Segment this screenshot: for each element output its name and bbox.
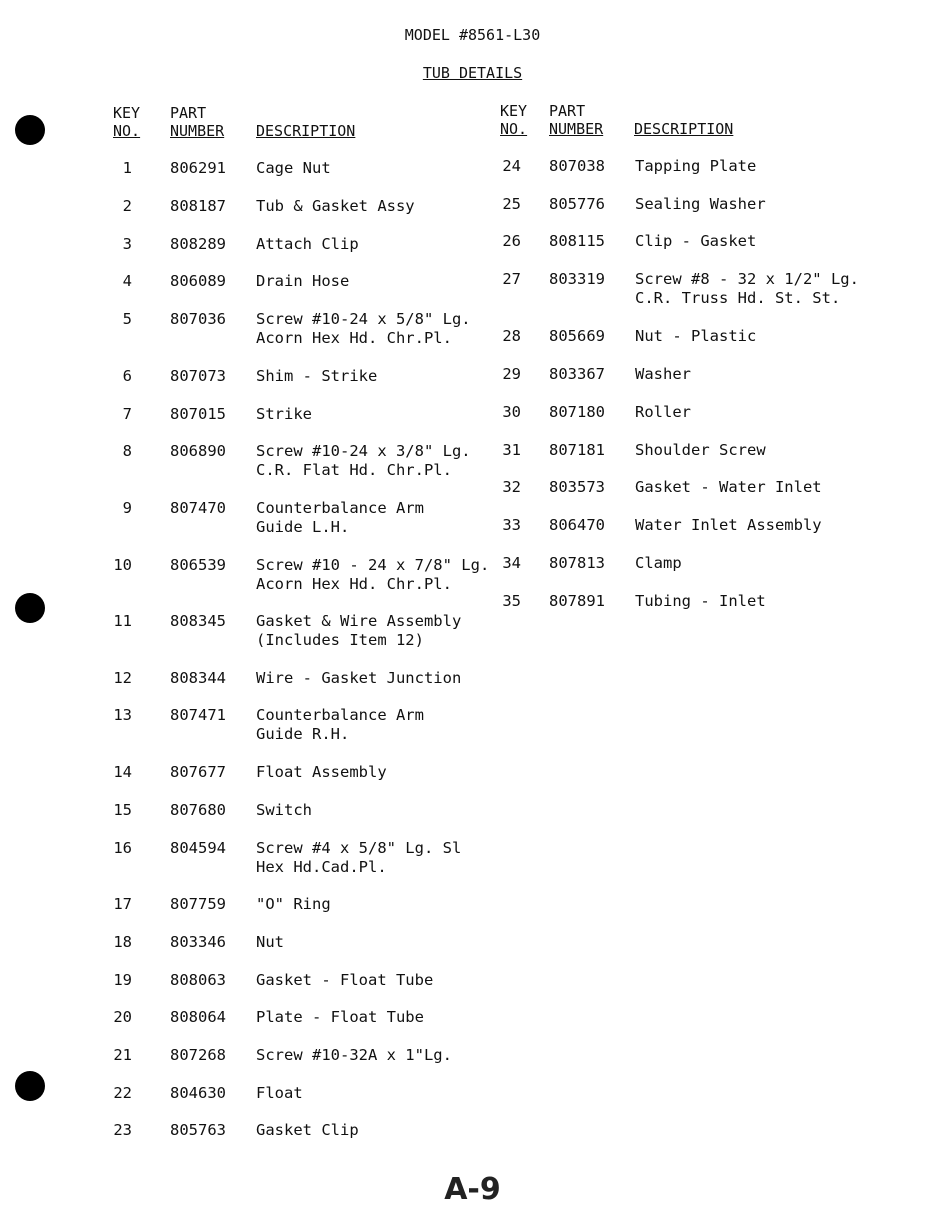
part-number: 806470 [549, 516, 605, 534]
key-number: 16 [113, 839, 132, 857]
key-number: 27 [502, 270, 521, 288]
binder-hole-middle [15, 593, 45, 623]
description-header-right: DESCRIPTION [634, 120, 734, 138]
binder-hole-top [15, 115, 45, 145]
key-number: 20 [113, 1008, 132, 1026]
part-number: 806089 [170, 272, 226, 290]
part-number: 807038 [549, 157, 605, 175]
part-description: Wire - Gasket Junction [256, 669, 462, 687]
part-description: Clip - Gasket [635, 232, 757, 250]
part-number: 807181 [549, 441, 605, 459]
key-number: 10 [113, 556, 132, 574]
key-number: 21 [113, 1046, 132, 1064]
key-number: 34 [502, 554, 521, 572]
key-number: 23 [113, 1121, 132, 1139]
key-number: 17 [113, 895, 132, 913]
part-number: 804630 [170, 1084, 226, 1102]
key-number: 8 [122, 442, 132, 460]
part-description: Gasket & Wire Assembly (Includes Item 12) [256, 612, 462, 649]
part-description: Screw #10-24 x 3/8" Lg. C.R. Flat Hd. Chr.Pl. [256, 442, 471, 479]
part-number: 805776 [549, 195, 605, 213]
part-description: Attach Clip [256, 235, 359, 253]
key-no-header-left: KEY NO. [113, 104, 141, 140]
key-number: 35 [502, 592, 521, 610]
key-number: 2 [122, 197, 132, 215]
key-number: 3 [122, 235, 132, 253]
part-number: 806291 [170, 159, 226, 177]
part-description: Screw #4 x 5/8" Lg. Sl Hex Hd.Cad.Pl. [256, 839, 462, 876]
key-number: 7 [122, 405, 132, 423]
part-number: 803319 [549, 270, 605, 288]
key-number: 4 [122, 272, 132, 290]
section-title: TUB DETAILS [422, 64, 523, 82]
part-description: Strike [256, 405, 312, 423]
page-number: A-9 [444, 1172, 501, 1207]
part-description: Shim - Strike [256, 367, 378, 385]
part-description: Screw #10-24 x 5/8" Lg. Acorn Hex Hd. Chr.Pl. [256, 310, 471, 347]
key-number: 32 [502, 478, 521, 496]
part-description: Screw #8 - 32 x 1/2" Lg. C.R. Truss Hd. St. St. [635, 270, 859, 307]
part-number: 807891 [549, 592, 605, 610]
part-number: 803346 [170, 933, 226, 951]
part-number-header-left: PART NUMBER [170, 104, 225, 140]
part-number: 807471 [170, 706, 226, 724]
part-number: 808115 [549, 232, 605, 250]
key-number: 31 [502, 441, 521, 459]
binder-hole-bottom [15, 1071, 45, 1101]
part-number: 808344 [170, 669, 226, 687]
key-number: 26 [502, 232, 521, 250]
part-number: 807268 [170, 1046, 226, 1064]
key-number: 14 [113, 763, 132, 781]
part-number: 808063 [170, 971, 226, 989]
part-description: Float Assembly [256, 763, 387, 781]
part-number: 807677 [170, 763, 226, 781]
part-description: Cage Nut [256, 159, 331, 177]
part-number: 808289 [170, 235, 226, 253]
part-description: Plate - Float Tube [256, 1008, 424, 1026]
part-number: 807036 [170, 310, 226, 328]
key-number: 6 [122, 367, 132, 385]
part-description: Switch [256, 801, 312, 819]
key-number: 33 [502, 516, 521, 534]
part-description: "O" Ring [256, 895, 331, 913]
key-number: 12 [113, 669, 132, 687]
key-number: 19 [113, 971, 132, 989]
part-number-header-right: PART NUMBER [549, 102, 604, 138]
part-description: Roller [635, 403, 691, 421]
part-number: 807759 [170, 895, 226, 913]
part-number: 805763 [170, 1121, 226, 1139]
part-description: Screw #10-32A x 1"Lg. [256, 1046, 452, 1064]
part-number: 806890 [170, 442, 226, 460]
part-number: 806539 [170, 556, 226, 574]
part-description: Water Inlet Assembly [635, 516, 822, 534]
part-description: Sealing Washer [635, 195, 766, 213]
part-description: Gasket - Water Inlet [635, 478, 822, 496]
part-description: Float [256, 1084, 303, 1102]
part-description: Clamp [635, 554, 682, 572]
part-description: Shoulder Screw [635, 441, 766, 459]
part-number: 804594 [170, 839, 226, 857]
key-number: 25 [502, 195, 521, 213]
part-number: 807470 [170, 499, 226, 517]
part-number: 808345 [170, 612, 226, 630]
part-number: 807680 [170, 801, 226, 819]
part-number: 808187 [170, 197, 226, 215]
part-description: Nut - Plastic [635, 327, 757, 345]
part-description: Tubing - Inlet [635, 592, 766, 610]
key-number: 28 [502, 327, 521, 345]
part-number: 807073 [170, 367, 226, 385]
part-description: Washer [635, 365, 691, 383]
part-description: Gasket - Float Tube [256, 971, 434, 989]
key-no-header-right: KEY NO. [500, 102, 528, 138]
part-number: 808064 [170, 1008, 226, 1026]
key-number: 30 [502, 403, 521, 421]
part-description: Nut [256, 933, 284, 951]
model-number: MODEL #8561-L30 [404, 26, 541, 44]
description-header-left: DESCRIPTION [256, 122, 356, 140]
part-number: 807813 [549, 554, 605, 572]
part-description: Gasket Clip [256, 1121, 359, 1139]
part-number: 807180 [549, 403, 605, 421]
key-number: 9 [122, 499, 132, 517]
key-number: 1 [122, 159, 132, 177]
key-number: 11 [113, 612, 132, 630]
key-number: 13 [113, 706, 132, 724]
key-number: 22 [113, 1084, 132, 1102]
key-number: 5 [122, 310, 132, 328]
part-description: Screw #10 - 24 x 7/8" Lg. Acorn Hex Hd. Chr.Pl. [256, 556, 490, 593]
key-number: 18 [113, 933, 132, 951]
part-number: 807015 [170, 405, 226, 423]
part-number: 803367 [549, 365, 605, 383]
part-description: Counterbalance Arm Guide L.H. [256, 499, 424, 536]
key-number: 29 [502, 365, 521, 383]
part-description: Counterbalance Arm Guide R.H. [256, 706, 424, 743]
key-number: 15 [113, 801, 132, 819]
part-description: Tapping Plate [635, 157, 757, 175]
part-number: 803573 [549, 478, 605, 496]
part-description: Drain Hose [256, 272, 350, 290]
key-number: 24 [502, 157, 521, 175]
part-description: Tub & Gasket Assy [256, 197, 415, 215]
part-number: 805669 [549, 327, 605, 345]
